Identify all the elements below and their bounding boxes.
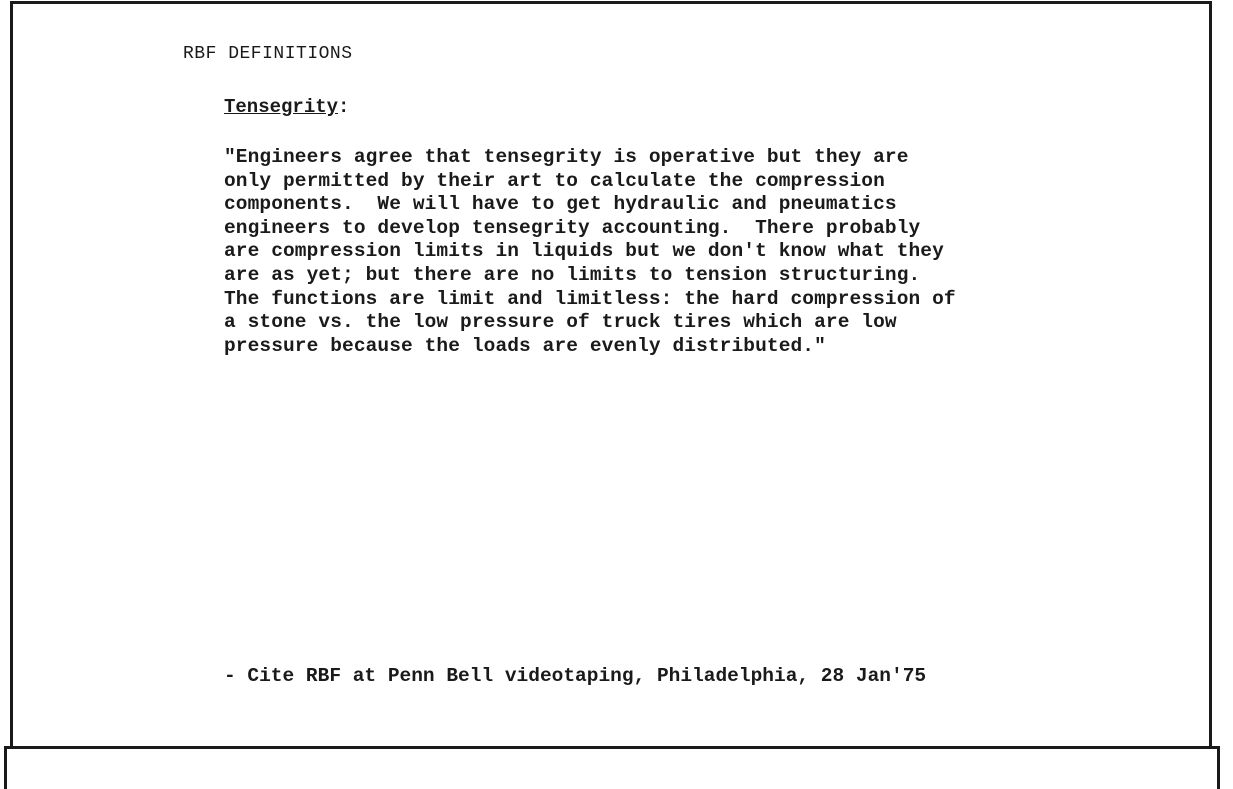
quote-line: only permitted by their art to calculate the compression [224, 169, 885, 192]
term-label: Tensegrity [224, 96, 339, 118]
quote-line: "Engineers agree that tensegrity is operative but they are [224, 146, 909, 168]
quote-line: engineers to develop tensegrity accounting. There probably [224, 216, 921, 239]
quote-line: The functions are limit and limitless: the hard compression of [224, 287, 956, 310]
term-colon: : [338, 96, 350, 118]
next-card-edge [4, 746, 1220, 789]
page-heading: RBF DEFINITIONS [183, 44, 353, 64]
definition-card [10, 1, 1212, 749]
quote-line: are as yet; but there are no limits to tension structuring. [224, 263, 921, 286]
quote-line: a stone vs. the low pressure of truck tires which are low [224, 311, 897, 334]
citation: - Cite RBF at Penn Bell videotaping, Philadelphia, 28 Jan'75 [224, 665, 927, 687]
definition-quote [224, 146, 1184, 358]
quote-line: are compression limits in liquids but we don't know what they [224, 240, 944, 263]
quote-line: components. We will have to get hydraulic and pneumatics [224, 193, 897, 216]
term-title [224, 96, 349, 118]
quote-line: pressure because the loads are evenly distributed." [224, 334, 826, 357]
